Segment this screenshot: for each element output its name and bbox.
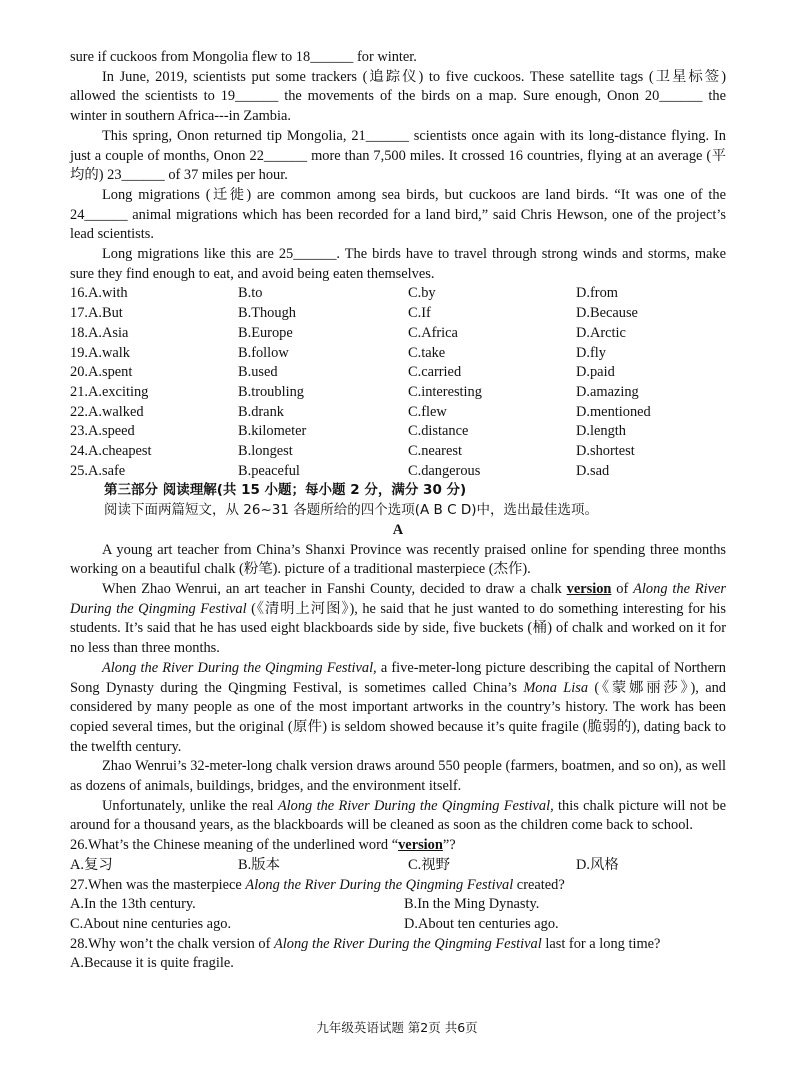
passage-paragraph [70, 797, 726, 836]
option-cell[interactable]: D.Arctic [576, 324, 626, 341]
cloze-paragraph: This spring, Onon returned tip Mongolia, 21______ scientists once again with its long-distance flying. In just a couple of months, Onon 22______ more than 7,500 miles. It crossed 16 countries, flying at an average (平均的) 23______ of 37 miles per hour. [70, 127, 726, 184]
option-cell[interactable]: 25.A.safe [70, 462, 126, 479]
answer-option[interactable]: C.视野 [408, 856, 450, 873]
section-title: 第三部分 阅读理解(共 15 小题；每小题 2 分，满分 30 分) [104, 482, 467, 499]
answer-option[interactable]: D.About ten centuries ago. [404, 915, 559, 932]
option-cell[interactable]: D.fly [576, 344, 606, 361]
page-footer: 九年级英语试题 第2页 共6页 [316, 1020, 478, 1035]
option-cell[interactable]: D.shortest [576, 443, 635, 460]
text-run: this chalk picture will not be around for a thousand years, as the blackboards will be cleaned as soon as the children come back to school. [70, 797, 726, 834]
option-cell[interactable]: 19.A.walk [70, 344, 130, 361]
title-italic: Mona Lisa [523, 679, 589, 696]
option-cell[interactable]: B.drank [238, 403, 284, 420]
underlined-word: version [398, 837, 443, 854]
text-run: ”? [442, 837, 456, 854]
answer-option[interactable]: B.In the Ming Dynasty. [404, 896, 540, 913]
option-cell[interactable]: C.distance [408, 423, 469, 440]
option-cell[interactable]: C.Africa [408, 324, 458, 341]
page-content [70, 48, 726, 974]
option-cell[interactable]: D.Because [576, 305, 638, 322]
text-run: When Zhao Wenrui, an art teacher in Fanshi County, decided to draw a chalk [102, 580, 567, 597]
answer-option[interactable]: C.About nine centuries ago. [70, 915, 232, 932]
question-28 [70, 935, 726, 955]
answer-option[interactable]: A.In the 13th century. [70, 896, 196, 913]
option-cell[interactable]: B.to [238, 285, 263, 302]
option-cell[interactable]: 21.A.exciting [70, 383, 149, 400]
question-27 [70, 876, 726, 896]
question-27-options [70, 895, 726, 934]
option-cell[interactable]: D.length [576, 423, 626, 440]
title-italic: Along the River During the Qingming Festival [273, 935, 542, 952]
title-italic: Along the River During the Qingming Festival, [277, 797, 554, 814]
passage-label: A [392, 521, 404, 538]
option-cell[interactable]: D.mentioned [576, 403, 651, 420]
option-cell[interactable]: C.dangerous [408, 462, 481, 479]
option-cell[interactable]: 20.A.spent [70, 364, 133, 381]
option-cell[interactable]: D.sad [576, 462, 610, 479]
option-cell[interactable]: B.Though [238, 305, 296, 322]
option-cell[interactable]: B.Europe [238, 324, 293, 341]
option-cell[interactable]: 16.A.with [70, 285, 128, 302]
option-cell[interactable]: 22.A.walked [70, 403, 144, 420]
option-cell[interactable]: D.from [576, 285, 618, 302]
passage-paragraph: A young art teacher from China’s Shanxi Province was recently praised online for spending three months working on a beautiful chalk (粉笔). picture of a traditional masterpiece (杰作). [70, 541, 726, 578]
text-run: Unfortunately, unlike the real [102, 797, 278, 814]
option-cell[interactable]: 23.A.speed [70, 423, 135, 440]
passage-paragraph [70, 580, 726, 659]
option-cell[interactable]: C.take [408, 344, 446, 361]
option-cell[interactable]: 18.A.Asia [70, 324, 129, 341]
question-26-options [70, 856, 726, 876]
cloze-paragraph: Long migrations (迁徙) are common among sea birds, but cuckoos are land birds. “It was one of the 24______ animal migrations which has been recorded for a land bird,” said Chris Hewson, one of the project’s lead scientists. [70, 186, 726, 243]
question-26 [70, 836, 726, 856]
title-italic: Along the River During the Qingming Festival [70, 580, 726, 617]
text-run: 28.Why won’t the chalk version of [70, 935, 274, 952]
text-run: of [611, 580, 634, 597]
cloze-paragraph: Long migrations like this are 25______. The birds have to travel through strong winds and storms, make sure they find enough to eat, and avoid being eaten themselves. [70, 246, 726, 282]
section-instruction: 阅读下面两篇短文，从 26~31 各题所给的四个选项(A B C D)中，选出最佳选项。 [104, 502, 598, 519]
option-cell[interactable]: B.troubling [238, 383, 304, 400]
answer-option[interactable]: D.风格 [576, 856, 619, 873]
text-run: last for a long time? [541, 935, 661, 952]
option-cell[interactable]: 24.A.cheapest [70, 443, 152, 460]
cloze-paragraph: sure if cuckoos from Mongolia flew to 18______ for winter. [70, 49, 417, 65]
answer-option[interactable]: A.Because it is quite fragile. [70, 955, 234, 972]
option-cell[interactable]: B.used [238, 364, 278, 381]
title-italic: Along the River During the Qingming Festival, [102, 659, 377, 676]
option-cell[interactable]: C.by [408, 285, 436, 302]
cloze-paragraph: In June, 2019, scientists put some trackers (追踪仪) to five cuckoos. These satellite tags (卫星标签) allowed the scientists to 19______ the movements of the birds on a map. Sure enough, Onon 20______ the winter in southern Africa---in Zambia. [70, 68, 726, 125]
text-run: a five-meter-long picture describing the capital of Northern Song Dynasty during the Qingming Festival, is sometimes called China’s [70, 659, 726, 696]
option-cell[interactable]: C.flew [408, 403, 447, 420]
option-cell[interactable]: B.follow [238, 344, 289, 361]
option-cell[interactable]: B.kilometer [238, 423, 307, 440]
option-cell[interactable]: D.paid [576, 364, 615, 381]
option-cell[interactable]: B.peaceful [238, 462, 300, 479]
answer-option[interactable]: B.版本 [238, 856, 280, 873]
answer-option[interactable]: A.复习 [70, 856, 113, 873]
passage-paragraph [70, 659, 726, 758]
text-run: 27.When was the masterpiece [70, 876, 246, 893]
text-run: (《蒙娜丽莎》), and considered by many people as one of the most important artworks in the country’s history. The work has been copied several times, but the original (原件) is seldom showed because it’s quite fragile (脆弱的), dating back to the twelfth century. [70, 679, 726, 755]
cloze-options [70, 284, 726, 481]
option-cell[interactable]: C.nearest [408, 443, 462, 460]
option-cell[interactable]: 17.A.But [70, 305, 123, 322]
text-run: (《清明上河图》), he said that he just wanted to do something interesting for his students. It’s said that he has used eight blackboards side by side, five buckets (桶) of chalk and worked on it for no less than three months. [70, 600, 727, 657]
option-cell[interactable]: B.longest [238, 443, 293, 460]
text-run: 26.What’s the Chinese meaning of the underlined word “ [70, 837, 399, 854]
option-cell[interactable]: C.interesting [408, 383, 482, 400]
title-italic: Along the River During the Qingming Festival [245, 876, 514, 893]
passage-paragraph: Zhao Wenrui’s 32-meter-long chalk version draws around 550 people (farmers, boatmen, and so on), as well as dozens of animals, buildings, bridges, and the environment itself. [70, 758, 726, 795]
option-cell[interactable]: C.carried [408, 364, 462, 381]
option-cell[interactable]: D.amazing [576, 383, 639, 400]
text-run: created? [513, 876, 565, 893]
underlined-word: version [566, 580, 612, 597]
option-cell[interactable]: C.If [408, 305, 431, 322]
